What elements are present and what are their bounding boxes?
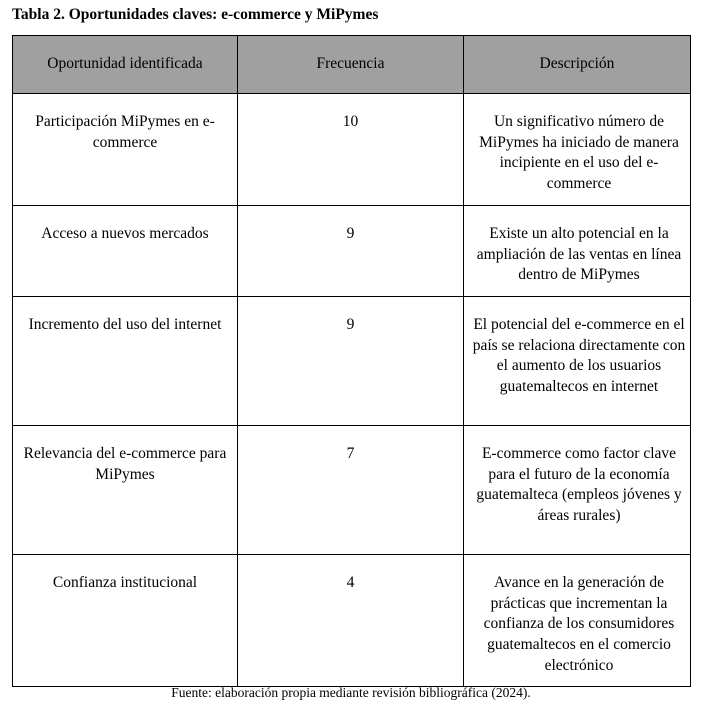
header-frecuencia: Frecuencia xyxy=(238,36,464,94)
cell-descripcion: Existe un alto potencial en la ampliación de las ventas en línea dentro de MiPymes xyxy=(464,205,691,296)
table-title: Tabla 2. Oportunidades claves: e-commerce y MiPymes xyxy=(12,6,379,23)
cell-descripcion: Un significativo número de MiPymes ha iniciado de manera incipiente en el uso del e-commerce xyxy=(464,94,691,206)
table-row xyxy=(13,94,691,206)
cell-descripcion: Avance en la generación de prácticas que incrementan la confianza de los consumidores guatemaltecos en el comercio electrónico xyxy=(464,554,691,687)
cell-frecuencia: 9 xyxy=(238,205,464,296)
table-row xyxy=(13,205,691,296)
header-descripcion: Descripción xyxy=(464,36,691,94)
cell-frecuencia: 4 xyxy=(238,554,464,687)
cell-frecuencia: 9 xyxy=(238,296,464,425)
table-row xyxy=(13,554,691,687)
cell-oportunidad: Confianza institucional xyxy=(13,554,238,687)
table-header-row xyxy=(13,36,691,94)
opportunities-table xyxy=(12,35,691,687)
table-row xyxy=(13,296,691,425)
cell-descripcion: E-commerce como factor clave para el futuro de la economía guatemalteca (empleos jóvenes y áreas rurales) xyxy=(464,425,691,554)
cell-oportunidad: Relevancia del e-commerce para MiPymes xyxy=(13,425,238,554)
cell-oportunidad: Participación MiPymes en e-commerce xyxy=(13,94,238,206)
header-oportunidad: Oportunidad identificada xyxy=(13,36,238,94)
source-note: Fuente: elaboración propia mediante revisión bibliográfica (2024). xyxy=(171,685,531,700)
cell-frecuencia: 10 xyxy=(238,94,464,206)
cell-descripcion: El potencial del e-commerce en el país se relaciona directamente con el aumento de los usuarios guatemaltecos en internet xyxy=(464,296,691,425)
cell-frecuencia: 7 xyxy=(238,425,464,554)
table-row xyxy=(13,425,691,554)
cell-oportunidad: Acceso a nuevos mercados xyxy=(13,205,238,296)
cell-oportunidad: Incremento del uso del internet xyxy=(13,296,238,425)
